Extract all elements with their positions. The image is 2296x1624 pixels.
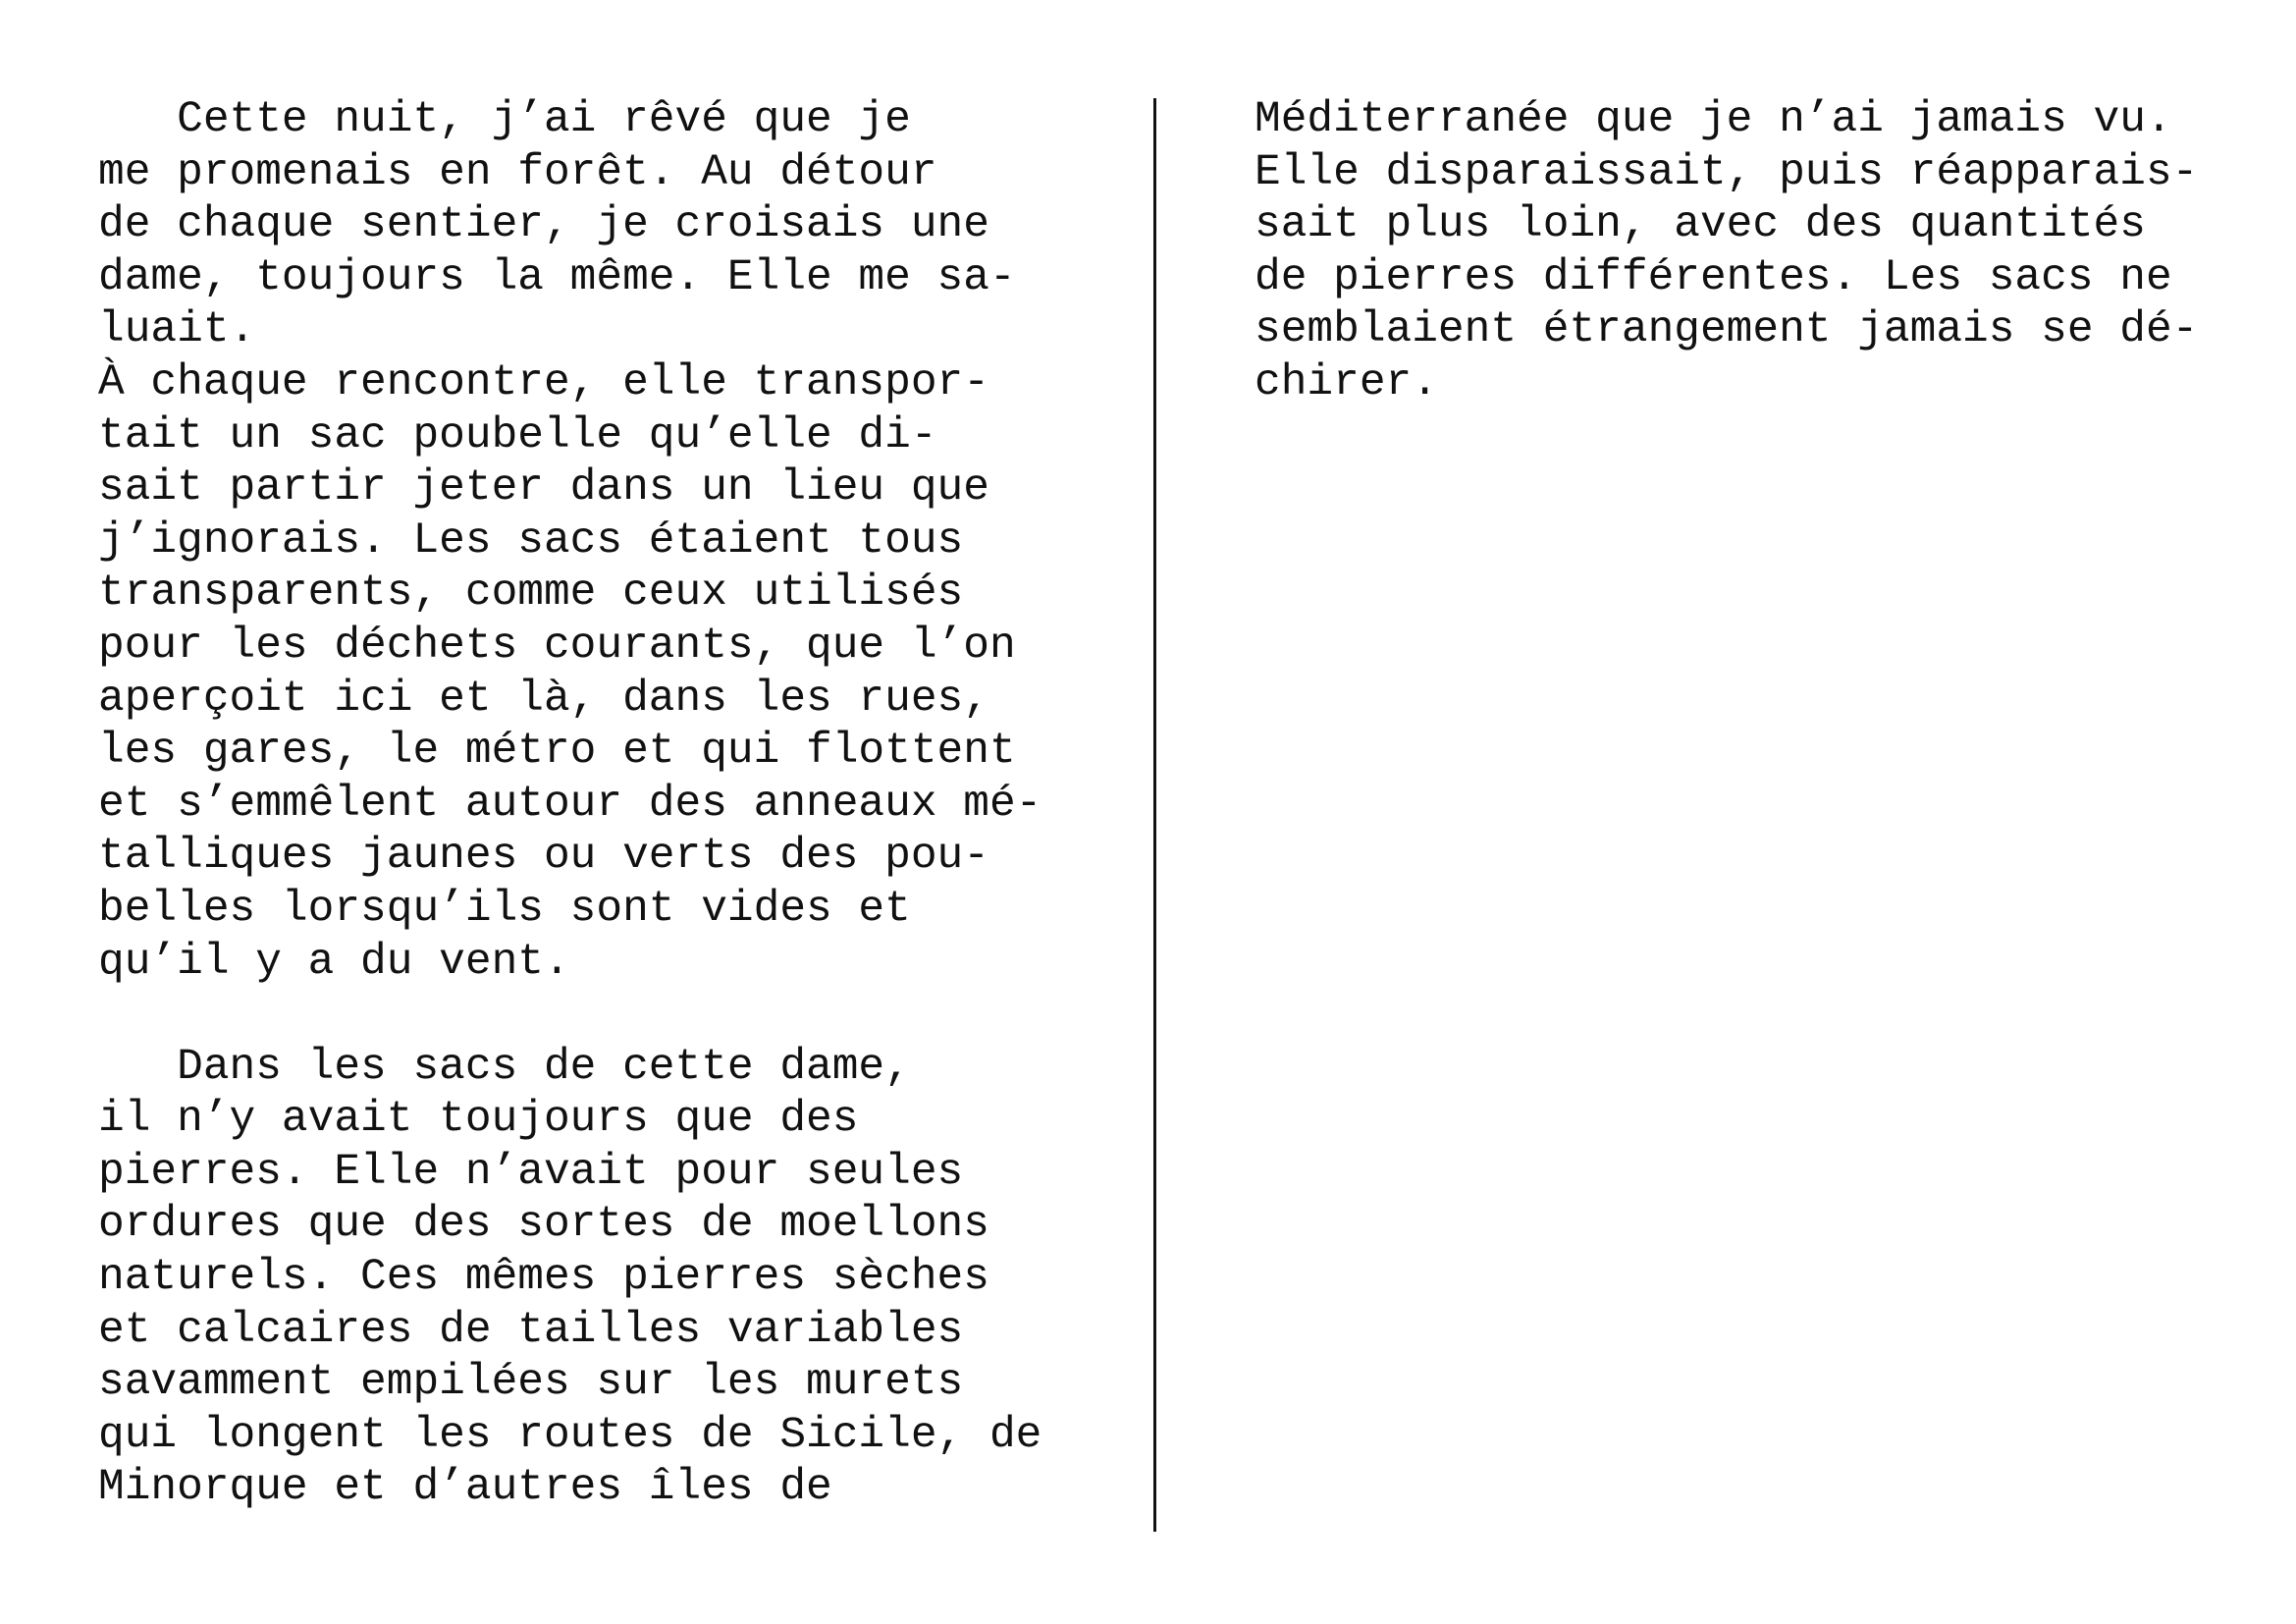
text-line: belles lorsqu’ils sont vides et — [98, 884, 911, 934]
text-line: semblaient étrangement jamais se dé- — [1255, 305, 2199, 355]
left-column — [98, 94, 1158, 1515]
text-line: transparents, comme ceux utilisés — [98, 568, 964, 619]
text-line: de chaque sentier, je croisais une — [98, 200, 989, 250]
column-divider — [1153, 98, 1156, 1532]
text-line: Cette nuit, j’ai rêvé que je — [98, 95, 911, 144]
text-line: qui longent les routes de Sicile, de — [98, 1410, 1042, 1460]
text-line: de pierres différentes. Les sacs ne — [1255, 252, 2172, 302]
text-line: tait un sac poubelle qu’elle di- — [98, 410, 937, 460]
text-line: qu’il y a du vent. — [98, 937, 570, 987]
text-line: dame, toujours la même. Elle me sa- — [98, 252, 1016, 302]
text-line: il n’y avait toujours que des — [98, 1095, 859, 1145]
text-line: naturels. Ces mêmes pierres sèches — [98, 1253, 989, 1303]
paragraph — [98, 94, 1158, 989]
text-line: Méditerranée que je n’ai jamais vu. — [1255, 95, 2172, 144]
text-line: me promenais en forêt. Au détour — [98, 147, 937, 197]
text-line: chirer. — [1255, 357, 1438, 407]
text-line: et calcaires de tailles variables — [98, 1305, 964, 1355]
text-line: talliques jaunes ou verts des pou- — [98, 832, 989, 882]
text-line: savamment empilées sur les murets — [98, 1358, 964, 1408]
text-line: aperçoit ici et là, dans les rues, — [98, 674, 989, 724]
text-line: Elle disparaissait, puis réapparais- — [1255, 147, 2199, 197]
text-line: et s’emmêlent autour des anneaux mé- — [98, 779, 1042, 829]
text-line: les gares, le métro et qui flottent — [98, 727, 1016, 777]
text-line: j’ignorais. Les sacs étaient tous — [98, 515, 964, 566]
paragraph — [98, 1042, 1158, 1515]
text-line: ordures que des sortes de moellons — [98, 1200, 989, 1250]
text-line: Minorque et d’autres îles de — [98, 1463, 832, 1513]
text-line: pour les déchets courants, que l’on — [98, 621, 1016, 671]
text-line: pierres. Elle n’avait pour seules — [98, 1147, 964, 1197]
text-line: luait. — [98, 305, 256, 355]
paragraph-spacer — [98, 989, 1158, 1042]
paragraph — [1255, 94, 2236, 410]
right-column — [1255, 94, 2236, 410]
text-line: sait partir jeter dans un lieu que — [98, 463, 989, 514]
text-line: À chaque rencontre, elle transpor- — [98, 357, 989, 407]
text-line: Dans les sacs de cette dame, — [98, 1042, 911, 1092]
text-line: sait plus loin, avec des quantités — [1255, 200, 2146, 250]
